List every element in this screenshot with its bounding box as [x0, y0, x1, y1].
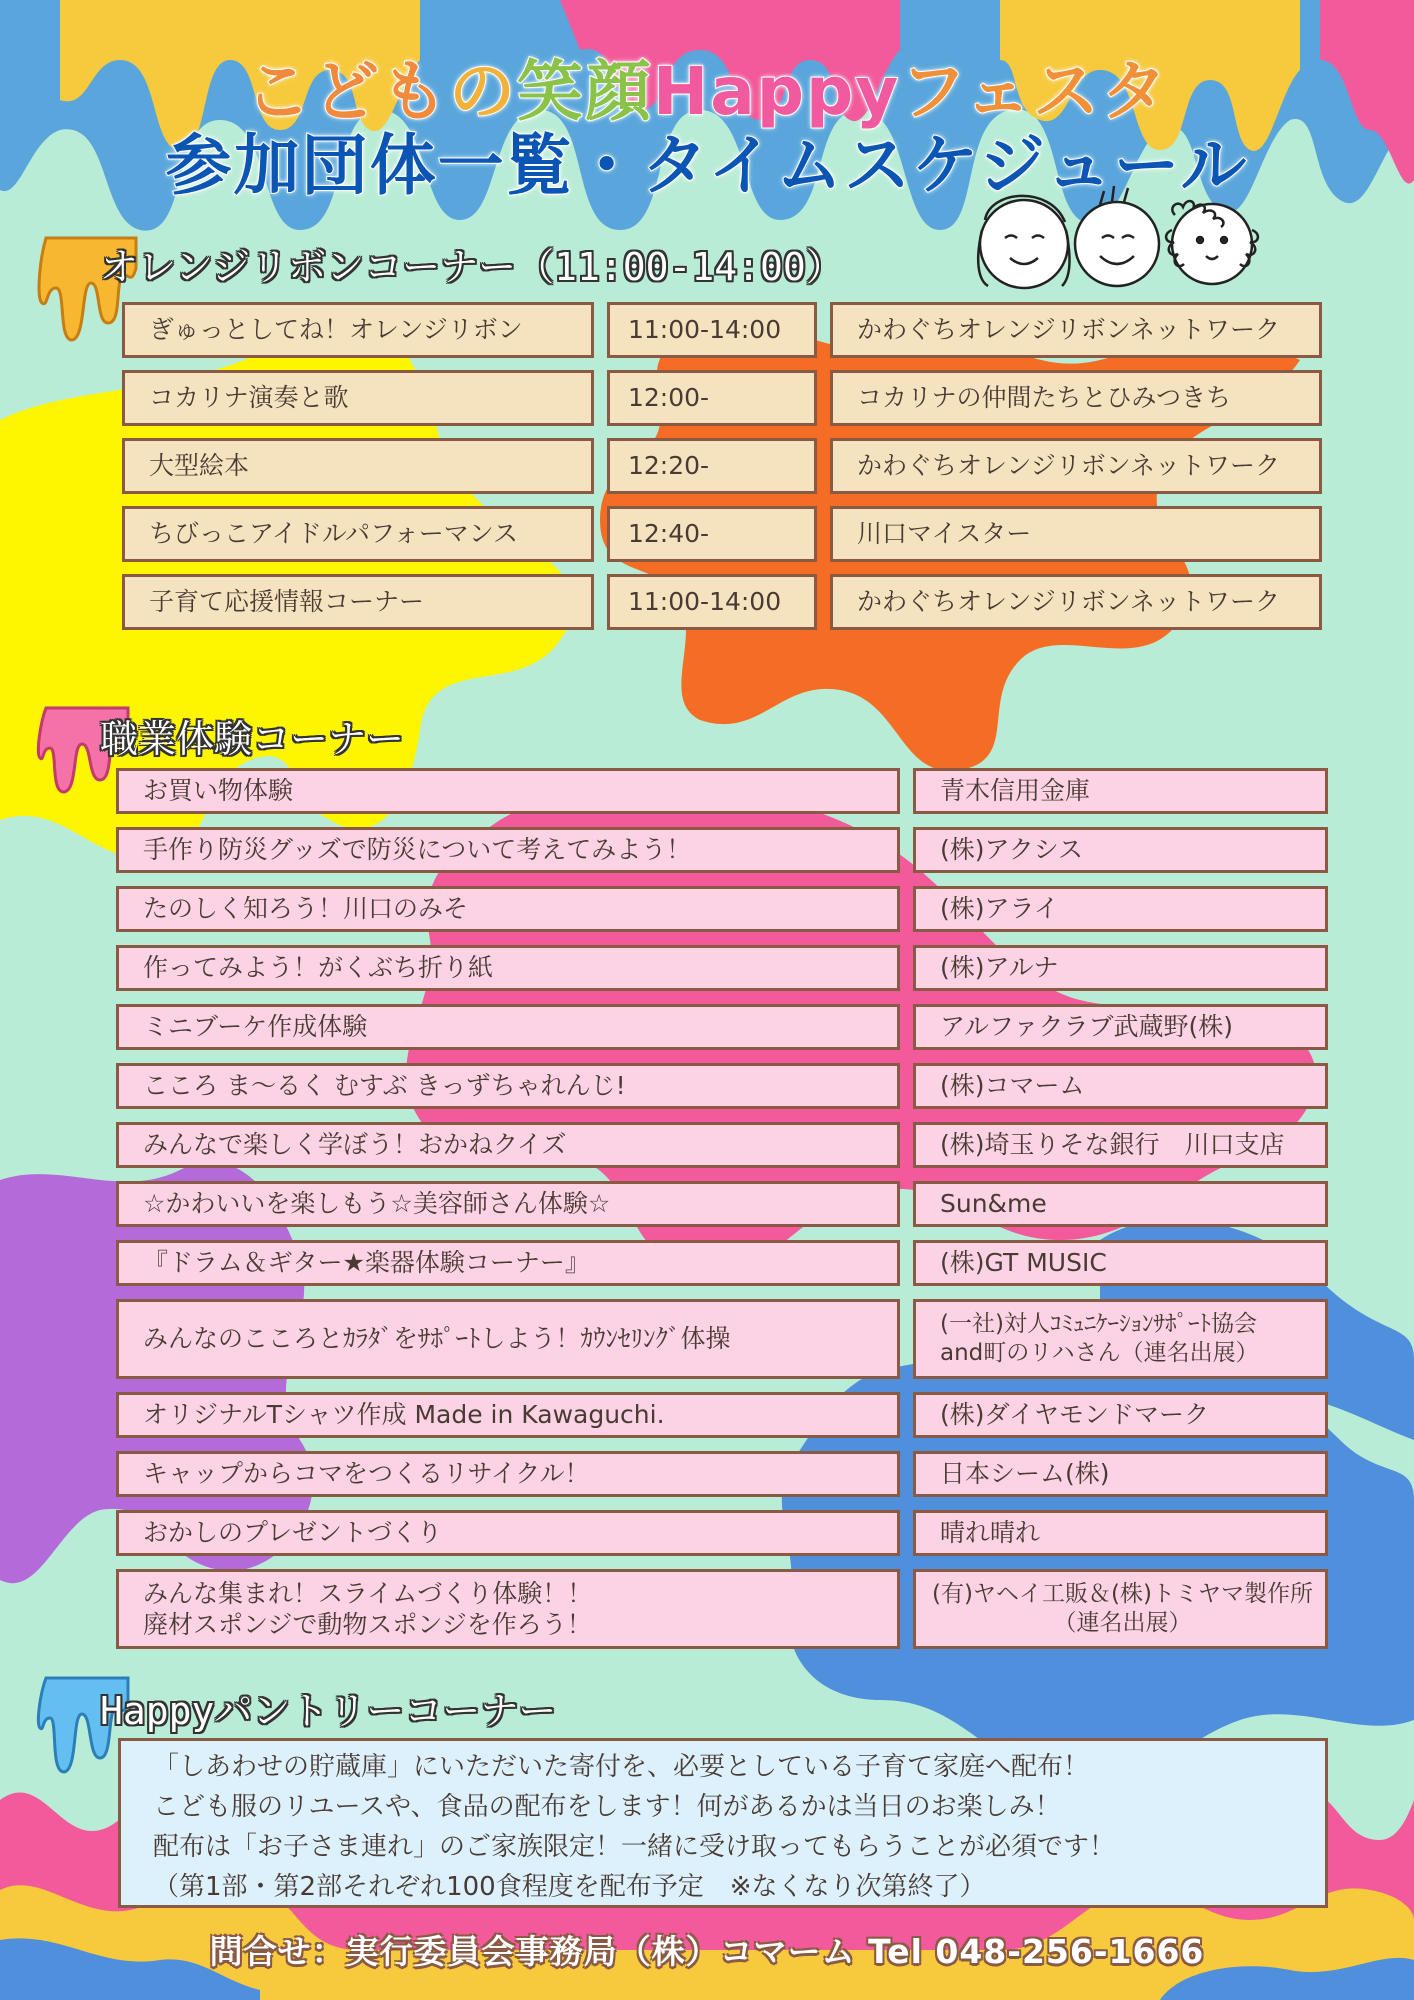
pantry-line: 配布は「お子さま連れ」のご家族限定！一緒に受け取ってもらうことが必須です！ [153, 1832, 1116, 1862]
pantry-line: こども服のリユースや、食品の配布をします！何があるかは当日のお楽しみ！ [153, 1792, 1061, 1822]
title-segment: こども [245, 53, 449, 130]
job-program-cell: 手作り防災グッズで防災について考えてみよう！ [116, 827, 900, 873]
pantry-line: （第1部・第2部それぞれ100食程度を配布予定 ※なくなり次第終了） [153, 1872, 986, 1902]
contact-info: 問合せ：実行委員会事務局（株）コマーム Tel 048-256-1666 [209, 1932, 1205, 1971]
pantry-corner-heading: Happyパントリーコーナー [100, 1689, 557, 1733]
job-organizer-cell: (株)コマーム [913, 1063, 1328, 1109]
title-segment: 笑顔 [517, 53, 653, 130]
orange-time-cell: 11:00-14:00 [607, 302, 817, 358]
job-organizer-cell: (株)アライ [913, 886, 1328, 932]
job-corner-heading: 職業体験コーナー [100, 717, 405, 761]
orange-organizer-cell: 川口マイスター [830, 506, 1322, 562]
orange-organizer-cell: かわぐちオレンジリボンネットワーク [830, 574, 1322, 630]
title-segment: の [449, 53, 517, 130]
job-program-cell: ☆かわいいを楽しもう☆美容師さん体験☆ [116, 1181, 900, 1227]
job-organizer-cell: (株)GT MUSIC [913, 1240, 1328, 1286]
job-program-cell: オリジナルTシャツ作成 Made in Kawaguchi. [116, 1392, 900, 1438]
orange-organizer-cell: かわぐちオレンジリボンネットワーク [830, 438, 1322, 494]
job-program-cell: 作ってみよう！がくぶち折り紙 [116, 945, 900, 991]
job-organizer-cell: 青木信用金庫 [913, 768, 1328, 814]
job-program-cell: たのしく知ろう！川口のみそ [116, 886, 900, 932]
title-segment: フェスタ [900, 53, 1169, 130]
job-organizer-cell: (株)ダイヤモンドマーク [913, 1392, 1328, 1438]
job-program-cell: ミニブーケ作成体験 [116, 1004, 900, 1050]
title-segment: Happy [653, 53, 901, 130]
job-organizer-cell: (株)アクシス [913, 827, 1328, 873]
job-program-cell: みんなで楽しく学ぼう！おかねクイズ [116, 1122, 900, 1168]
job-program-cell: お買い物体験 [116, 768, 900, 814]
orange-program-cell: 大型絵本 [122, 438, 594, 494]
job-organizer-cell: (株)埼玉りそな銀行 川口支店 [913, 1122, 1328, 1168]
job-organizer-cell: アルファクラブ武蔵野(株) [913, 1004, 1328, 1050]
job-organizer-cell: 晴れ晴れ [913, 1510, 1328, 1556]
job-program-cell: 『ドラム＆ギター★楽器体験コーナー』 [116, 1240, 900, 1286]
job-organizer-cell: Sun&me [913, 1181, 1328, 1227]
orange-program-cell: ぎゅっとしてね！オレンジリボン [122, 302, 594, 358]
orange-time-cell: 12:40- [607, 506, 817, 562]
job-program-cell: こころ ま～るく むすぶ きっずちゃれんじ! [116, 1063, 900, 1109]
job-organizer-cell: 日本シーム(株) [913, 1451, 1328, 1497]
job-program-cell: キャップからコマをつくるリサイクル！ [116, 1451, 900, 1497]
page-subtitle: 参加団体一覧・タイムスケジュール [165, 127, 1249, 204]
job-program-cell: おかしのプレゼントづくり [116, 1510, 900, 1556]
orange-program-cell: コカリナ演奏と歌 [122, 370, 594, 426]
orange-time-cell: 12:20- [607, 438, 817, 494]
orange-time-cell: 11:00-14:00 [607, 574, 817, 630]
pantry-description-box [118, 1738, 1328, 1908]
pantry-line: 「しあわせの貯蔵庫」にいただいた寄付を、必要としている子育て家庭へ配布！ [153, 1752, 1090, 1782]
job-organizer-cell: (一社)対人ｺﾐｭﾆｹｰｼｮﾝｻﾎﾟｰﾄ協会 and町のリハさん（連名出展） [913, 1299, 1328, 1379]
job-program-cell: みんなのこころとｶﾗﾀﾞをｻﾎﾟｰﾄしよう！ｶｳﾝｾﾘﾝｸﾞ体操 [116, 1299, 900, 1379]
job-organizer-cell: (有)ヤヘイ工販＆(株)トミヤマ製作所 （連名出展） [913, 1569, 1328, 1649]
orange-time-cell: 12:00- [607, 370, 817, 426]
orange-program-cell: 子育て応援情報コーナー [122, 574, 594, 630]
orange-organizer-cell: かわぐちオレンジリボンネットワーク [830, 302, 1322, 358]
job-organizer-cell: (株)アルナ [913, 945, 1328, 991]
orange-organizer-cell: コカリナの仲間たちとひみつきち [830, 370, 1322, 426]
orange-corner-heading: オレンジリボンコーナー（11:00-14:00） [100, 245, 844, 289]
job-program-cell: みんな集まれ！スライムづくり体験！！ 廃材スポンジで動物スポンジを作ろう！ [116, 1569, 900, 1649]
orange-program-cell: ちびっこアイドルパフォーマンス [122, 506, 594, 562]
